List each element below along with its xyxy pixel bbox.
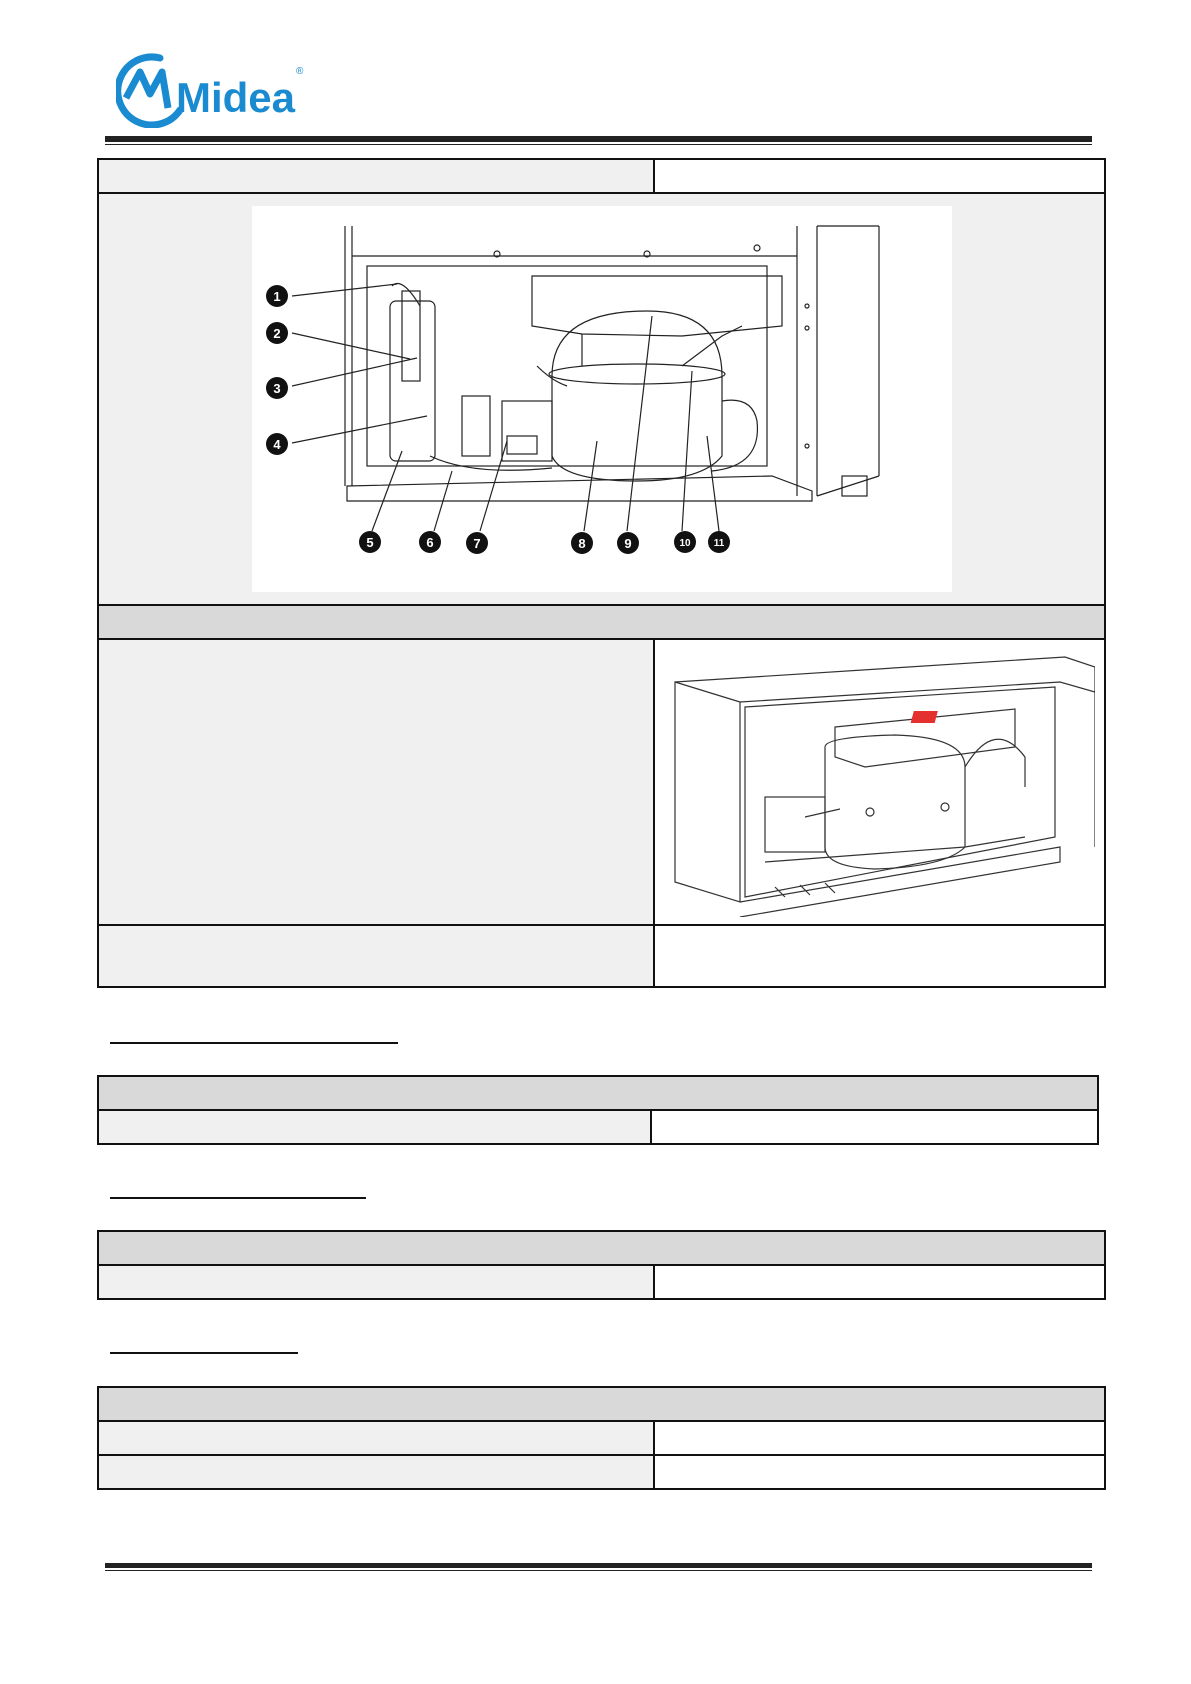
spec-table-2 xyxy=(97,1230,1106,1300)
section-heading-underline xyxy=(110,1352,298,1354)
spec-table-1-header xyxy=(98,1076,1098,1110)
svg-text:1: 1 xyxy=(272,289,281,304)
section-header-row xyxy=(98,605,1105,639)
svg-text:11: 11 xyxy=(713,538,724,549)
photo-cell xyxy=(654,639,1105,925)
svg-text:5: 5 xyxy=(365,535,374,550)
compressor-diagram-drawing xyxy=(252,206,952,592)
callout-1 xyxy=(266,285,288,307)
midea-logo-icon xyxy=(116,48,316,128)
svg-text:2: 2 xyxy=(272,326,281,341)
svg-text:4: 4 xyxy=(272,437,281,452)
component-table xyxy=(97,158,1106,988)
callout-2 xyxy=(266,322,288,344)
highlight-marker xyxy=(910,711,937,723)
header-rule-thin xyxy=(105,144,1092,145)
section-heading-underline xyxy=(110,1197,366,1199)
spec-table-2-label xyxy=(98,1265,654,1299)
title-cell-left xyxy=(98,159,654,193)
spec-table-3-header xyxy=(98,1387,1105,1421)
callout-3 xyxy=(266,377,288,399)
header-rule xyxy=(105,136,1092,142)
spec-table-1 xyxy=(97,1075,1099,1145)
spec-table-3-value-2 xyxy=(654,1455,1105,1489)
callout-6 xyxy=(419,531,441,553)
note-cell-right xyxy=(654,925,1105,987)
svg-text:6: 6 xyxy=(425,535,434,550)
spec-table-2-header xyxy=(98,1231,1105,1265)
diagram-cell xyxy=(98,193,1105,605)
section-heading-underline xyxy=(110,1042,398,1044)
spec-table-1-value xyxy=(651,1110,1098,1144)
svg-text:®: ® xyxy=(296,66,304,77)
callout-5 xyxy=(359,531,381,553)
callout-10 xyxy=(674,531,696,553)
spec-table-3-label-2 xyxy=(98,1455,654,1489)
spec-table-3-value-1 xyxy=(654,1421,1105,1455)
callout-9 xyxy=(617,532,639,554)
compressor-3d-view xyxy=(665,647,1095,917)
svg-text:7: 7 xyxy=(472,536,481,551)
spec-table-2-value xyxy=(654,1265,1105,1299)
midea-logo xyxy=(116,48,316,128)
note-cell-left xyxy=(98,925,654,987)
callout-8 xyxy=(571,532,593,554)
svg-text:3: 3 xyxy=(272,381,281,396)
spec-table-3 xyxy=(97,1386,1106,1490)
spec-table-3-label-1 xyxy=(98,1421,654,1455)
callout-badges xyxy=(266,285,730,554)
compressor-diagram xyxy=(252,206,952,592)
compressor-3d-drawing xyxy=(665,647,1095,917)
footer-rule-thin xyxy=(105,1570,1092,1571)
callout-7 xyxy=(466,532,488,554)
callout-4 xyxy=(266,433,288,455)
svg-text:Midea: Midea xyxy=(176,74,296,121)
title-cell-right xyxy=(654,159,1105,193)
footer-rule xyxy=(105,1563,1092,1568)
callout-11 xyxy=(708,531,730,553)
spec-table-1-label xyxy=(98,1110,651,1144)
svg-text:10: 10 xyxy=(678,538,691,549)
svg-text:9: 9 xyxy=(623,536,632,551)
svg-text:8: 8 xyxy=(577,536,586,551)
description-cell xyxy=(98,639,654,925)
